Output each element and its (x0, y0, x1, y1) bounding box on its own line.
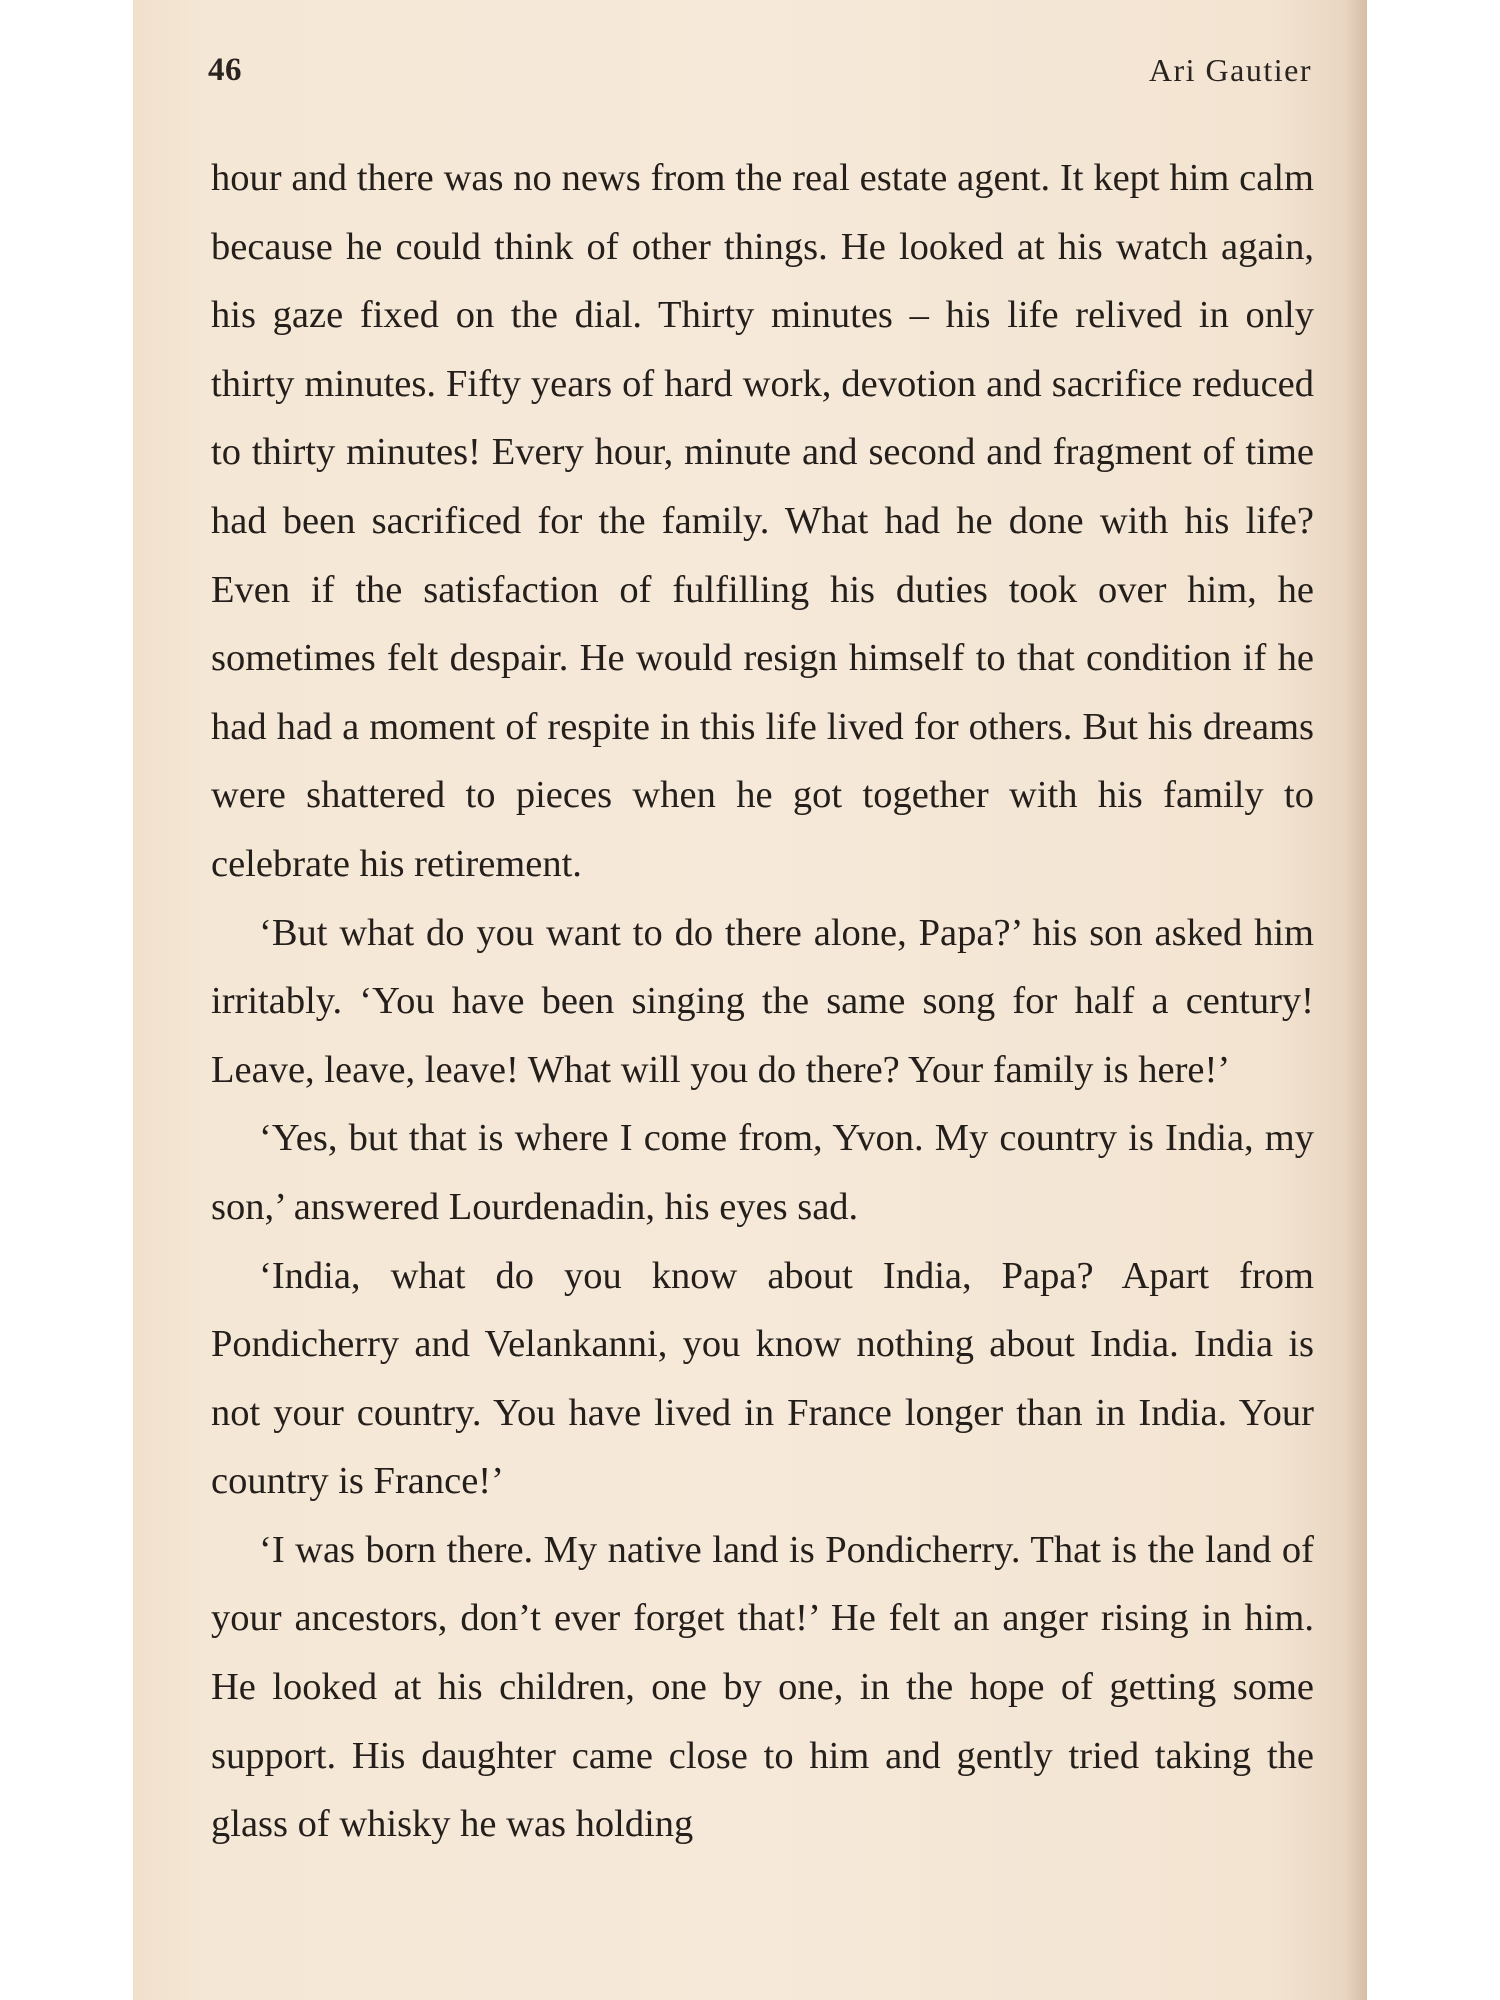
page-header (208, 52, 1312, 92)
book-page (133, 0, 1367, 2000)
page-number: 46 (208, 52, 242, 88)
paragraph-dialogue-born-there: ‘I was born there. My native land is Pondicherry. That is the land of your ancestors, don’t ever forget that!’ He felt an anger rising in him. He looked at his children, one by one, in the hope of getting some support. His daughter came close to him and gently tried taking the glass of whisky he was holding (211, 1528, 1314, 1846)
paragraph-dialogue-son: ‘But what do you want to do there alone, Papa?’ his son asked him irritably. ‘You have been singing the same song for half a century! Leave, leave, leave! What will you do there? Your family is here!’ (211, 911, 1314, 1091)
paragraph-dialogue-india: ‘India, what do you know about India, Papa? Apart from Pondicherry and Velankanni, you know nothing about India. India is not your country. You have lived in France longer than in India. Your country is France!’ (211, 1254, 1314, 1503)
body-text (211, 144, 1314, 1859)
running-head-author: Ari Gautier (1148, 52, 1312, 88)
paragraph-continued: hour and there was no news from the real estate agent. It kept him calm because he could think of other things. He looked at his watch again, his gaze fixed on the dial. Thirty minutes – his life relived in only thirty minutes. Fifty years of hard work, devotion and sacrifice reduced to thirty minutes! Every hour, minute and second and fragment of time had been sacrificed for the family. What had he done with his life? Even if the satisfaction of fulfilling his duties took over him, he sometimes felt despair. He would resign himself to that condition if he had had a moment of respite in this life lived for others. But his dreams were shattered to pieces when he got together with his family to celebrate his retirement. (211, 157, 1314, 885)
paragraph-dialogue-lourdenadin: ‘Yes, but that is where I come from, Yvon. My country is India, my son,’ answered Lourdenadin, his eyes sad. (211, 1117, 1314, 1228)
